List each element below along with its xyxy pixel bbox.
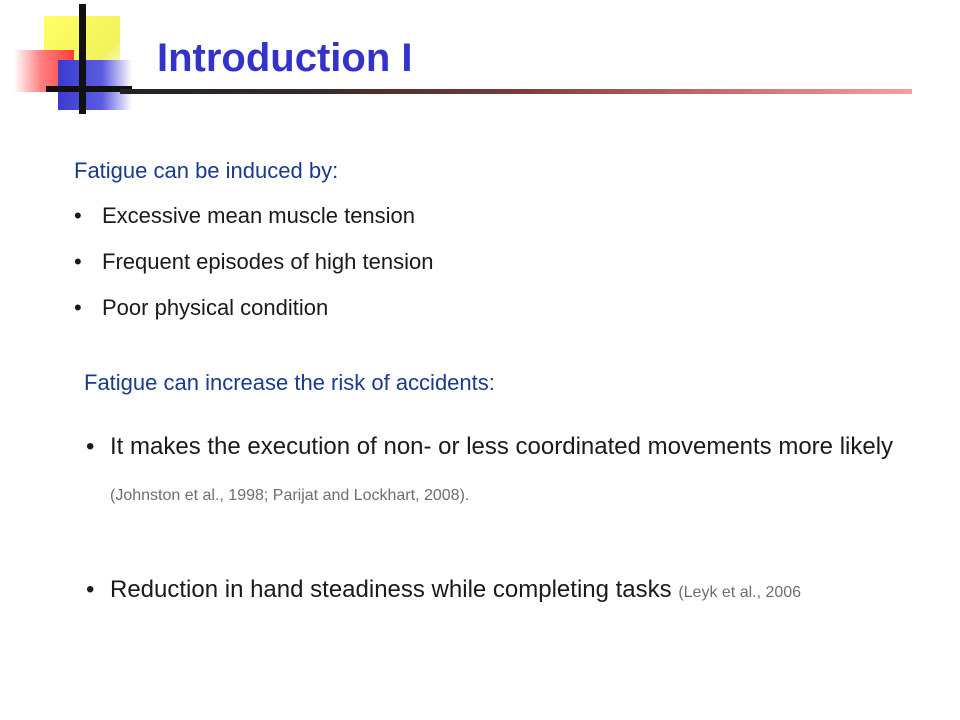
section2-heading: Fatigue can increase the risk of accidents: bbox=[84, 370, 495, 395]
bullet-text: Frequent episodes of high tension bbox=[102, 249, 434, 274]
bullet-text: Reduction in hand steadiness while completing tasks bbox=[110, 576, 672, 603]
list-item bbox=[74, 249, 433, 275]
list-item bbox=[86, 567, 920, 616]
bullet-text: It makes the execution of non- or less coordinated movements more likely bbox=[110, 433, 894, 460]
slide-title: Introduction I bbox=[157, 36, 413, 80]
title-underline bbox=[120, 89, 912, 94]
bullet-text: Poor physical condition bbox=[102, 295, 329, 320]
bullet-glyph: • bbox=[86, 433, 95, 460]
list-item bbox=[74, 295, 328, 321]
bullet-glyph: • bbox=[74, 249, 82, 274]
list-item bbox=[74, 203, 415, 229]
bullet-glyph: • bbox=[74, 295, 82, 320]
section1-heading: Fatigue can be induced by: bbox=[74, 158, 339, 183]
citation: (Leyk et al., 2006 bbox=[678, 584, 802, 601]
citation: (Johnston et al., 1998; Parijat and Lockhart, 2008). bbox=[110, 487, 470, 504]
bullet-glyph: • bbox=[74, 203, 82, 228]
list-item bbox=[86, 424, 920, 519]
decorative-logo bbox=[0, 0, 140, 120]
vertical-bar-shape bbox=[79, 4, 86, 114]
bullet-glyph: • bbox=[86, 576, 95, 603]
blue-square-shape bbox=[58, 60, 132, 110]
bullet-text: Excessive mean muscle tension bbox=[102, 203, 416, 228]
